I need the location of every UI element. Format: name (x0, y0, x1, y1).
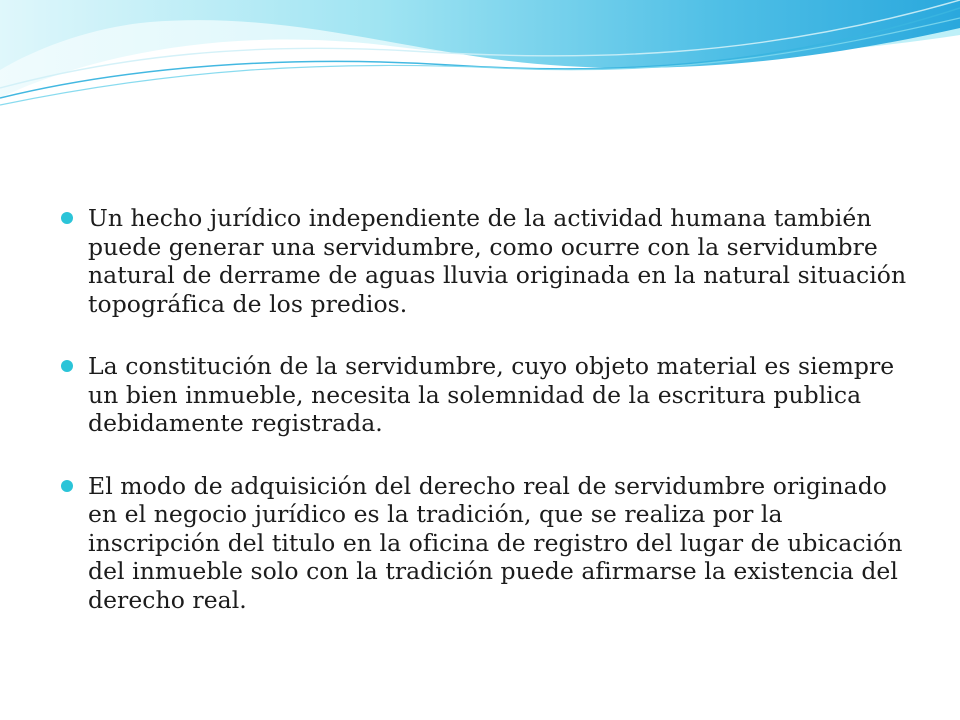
bullet-dot-icon (61, 212, 73, 224)
bullet-text: Un hecho jurídico independiente de la actividad humana también puede generar una servidumbre, como ocurre con la servidumbre natural de derrame de aguas lluvia originada en la natural situación topográfica de los predios. (88, 204, 907, 318)
bullet-item-3 (60, 472, 920, 615)
bullet-item-1 (60, 204, 920, 318)
header-wave (0, 0, 960, 120)
bullet-item-2 (60, 352, 920, 438)
bullet-dot-icon (61, 360, 73, 372)
bullet-dot-icon (61, 480, 73, 492)
bullet-text: La constitución de la servidumbre, cuyo objeto material es siempre un bien inmueble, necesita la solemnidad de la escritura publica debidamente registrada. (88, 352, 895, 437)
bullet-list (60, 204, 920, 614)
bullet-text: El modo de adquisición del derecho real de servidumbre originado en el negocio jurídico es la tradición, que se realiza por la inscripción del titulo en la oficina de registro del lugar de ubicación del inmueble solo con la tradición puede afirmarse la existencia del derecho real. (88, 471, 903, 614)
